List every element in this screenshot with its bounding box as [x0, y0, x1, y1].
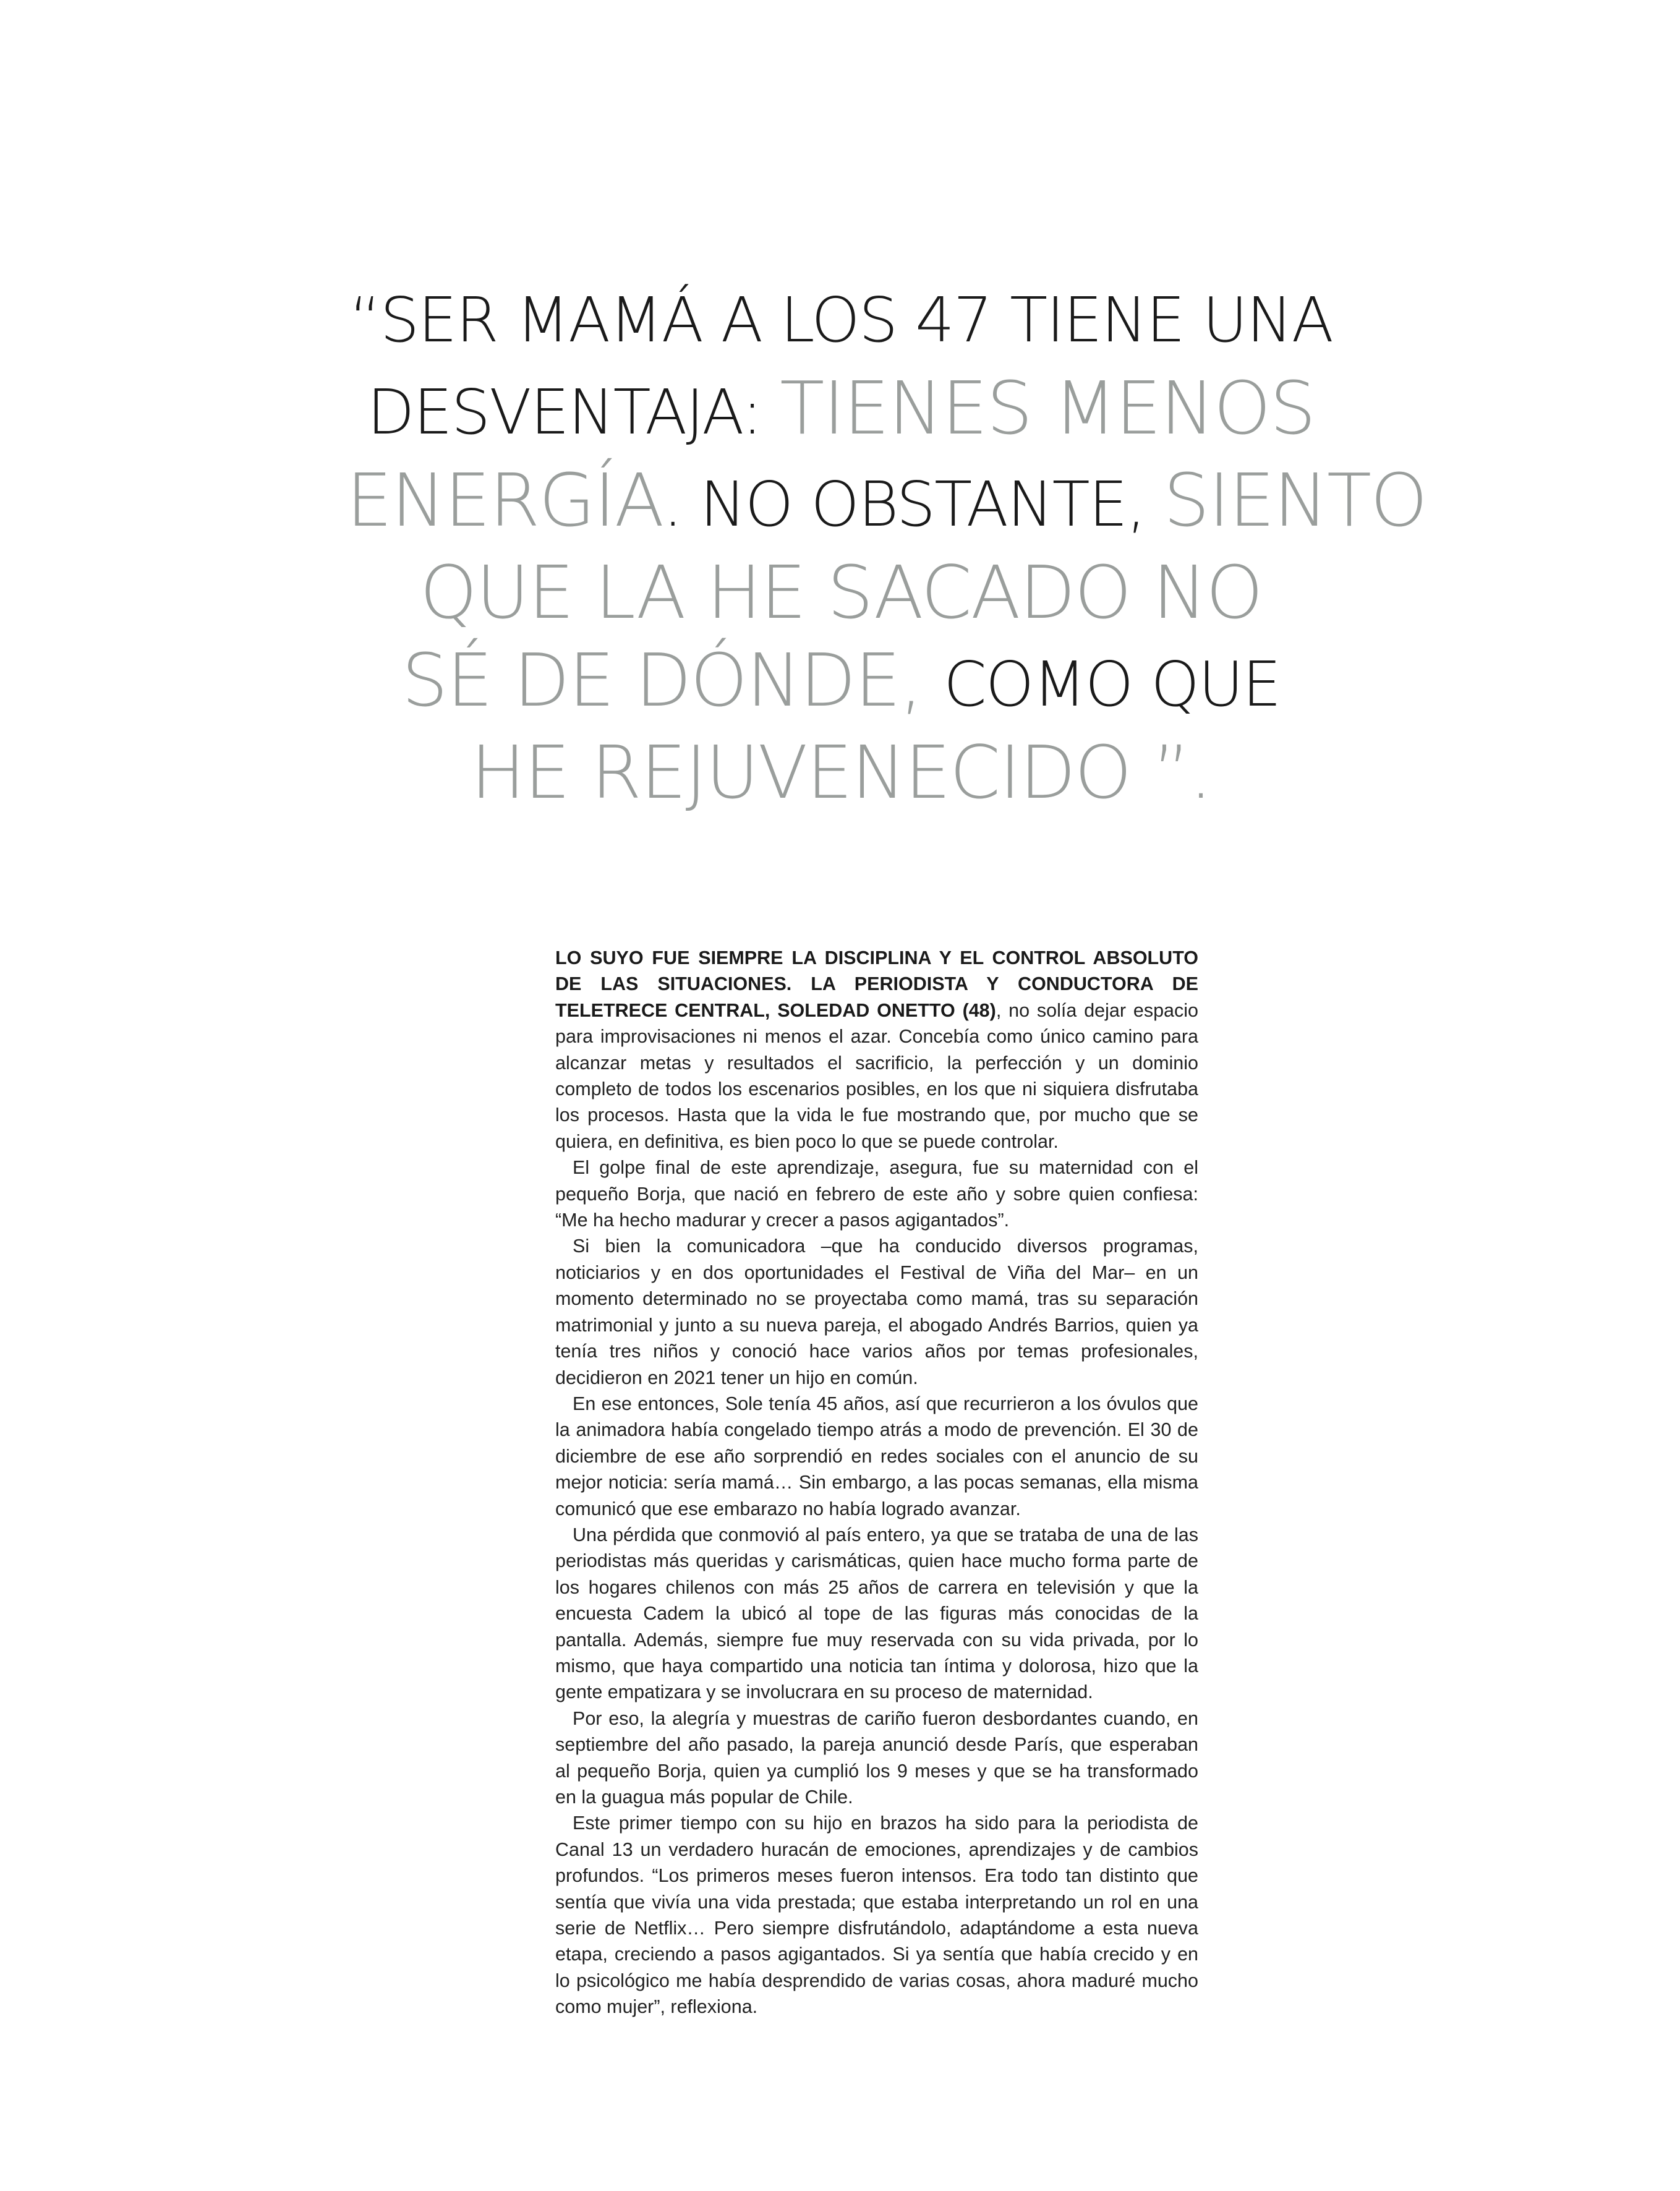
- pull-quote-segment: COMO QUE: [943, 648, 1281, 720]
- article-paragraph: Una pérdida que conmovió al país entero, ya que se trataba de una de las periodistas más queridas y carismáticas, quien hace mucho forma parte de los hogares chilenos con más 25 años de carrera en televisión y que la encuesta Cadem la ubicó al tope de las figuras más conocidas de la pantalla. Además, siempre fue muy reservada con su vida privada, por lo mismo, que haya compartido una noticia tan íntima y dolorosa, hizo que la gente empatizara y se involucrara en su proceso de maternidad.: [555, 1524, 1198, 1703]
- pull-quote-segment: SIENTO: [1163, 458, 1427, 543]
- pull-quote-segment: SÉ DE DÓNDE,: [401, 638, 944, 723]
- article-paragraph: Si bien la comunicadora –que ha conducido diversos programas, noticiarios y en dos oportunidades el Festival de Viña del Mar– en un momento determinado no se proyectaba como mamá, tras su separación matrimonial y junto a su nueva pareja, el abogado Andrés Barrios, quien ya tenía tres niños y conoció hace varios años por temas profesionales, decidieron en 2021 tener un hijo en común.: [555, 1236, 1198, 1388]
- article-paragraph: En ese entonces, Sole tenía 45 años, así que recurrieron a los óvulos que la animadora había congelado tiempo atrás a modo de prevención. El 30 de diciembre de ese año sorprendió en redes sociales con el anuncio de su mejor noticia: sería mamá… Sin embargo, a las pocas semanas, ella misma comunicó que ese embarazo no había logrado avanzar.: [555, 1393, 1198, 1519]
- article-paragraph: Por eso, la alegría y muestras de cariño fueron desbordantes cuando, en septiembre del año pasado, la pareja anunció desde París, que esperaban al pequeño Borja, quien ya cumplió los 9 meses y que se ha transformado en la guagua más popular de Chile.: [555, 1707, 1198, 1808]
- lead-text: , no solía dejar espacio para improvisaciones ni menos el azar. Concebía como único camino para alcanzar metas y resultados el sacrificio, la perfección y un dominio completo de todos los escenarios posibles, en los que ni siquiera disfrutaba los procesos. Hasta que la vida le fue mostrando que, por mucho que se quiera, en definitiva, es bien poco lo que se puede controlar.: [555, 999, 1199, 1152]
- article-body: [555, 945, 1198, 2020]
- pull-quote-line-5: [346, 636, 1336, 728]
- article-paragraph: El golpe final de este aprendizaje, asegura, fue su maternidad con el pequeño Borja, que nació en febrero de este año y sobre quien confiesa: “Me ha hecho madurar y crecer a pasos agigantados”.: [555, 1157, 1198, 1231]
- pull-quote-line-2: [346, 364, 1336, 456]
- pull-quote-line-6: [346, 728, 1336, 816]
- pull-quote-segment: DESVENTAJA:: [367, 376, 780, 448]
- pull-quote: [346, 272, 1427, 816]
- pull-quote-segment: ENERGÍA: [346, 458, 663, 543]
- pull-quote-segment: . NO OBSTANTE,: [663, 468, 1164, 540]
- article-paragraph: Este primer tiempo con su hijo en brazos ha sido para la periodista de Canal 13 un verdadero huracán de emociones, aprendizajes y de cambios profundos. “Los primeros meses fueron intensos. Era todo tan distinto que sentía que vivía una vida prestada; que estaba interpretando un rol en una serie de Netflix… Pero siempre disfrutándolo, adaptándome a esta nueva etapa, creciendo a pasos agigantados. Si ya sentía que había crecido y en lo psicológico me había desprendido de varias cosas, ahora maduré mucho como mujer”, reflexiona.: [555, 1813, 1198, 2018]
- pull-quote-line-1: [346, 272, 1336, 364]
- pull-quote-line-4: [346, 549, 1336, 636]
- lead-caps: LO SUYO FUE SIEMPRE LA DISCIPLINA Y EL CONTROL ABSOLUTO DE LAS SITUACIONES. LA PERIODISTA Y CONDUCTORA DE TELETRECE CENTRAL, SOLEDAD ONETTO (48): [555, 947, 1198, 1021]
- pull-quote-segment: QUE LA HE SACADO NO: [419, 550, 1263, 635]
- pull-quote-segment: TIENES MENOS: [780, 365, 1315, 451]
- pull-quote-segment: HE REJUVENECIDO ”.: [471, 730, 1211, 815]
- article-lead-paragraph: [555, 945, 1198, 1155]
- pull-quote-segment: “SER MAMÁ A LOS 47 TIENE UNA: [349, 284, 1333, 356]
- pull-quote-line-3: [346, 456, 1427, 549]
